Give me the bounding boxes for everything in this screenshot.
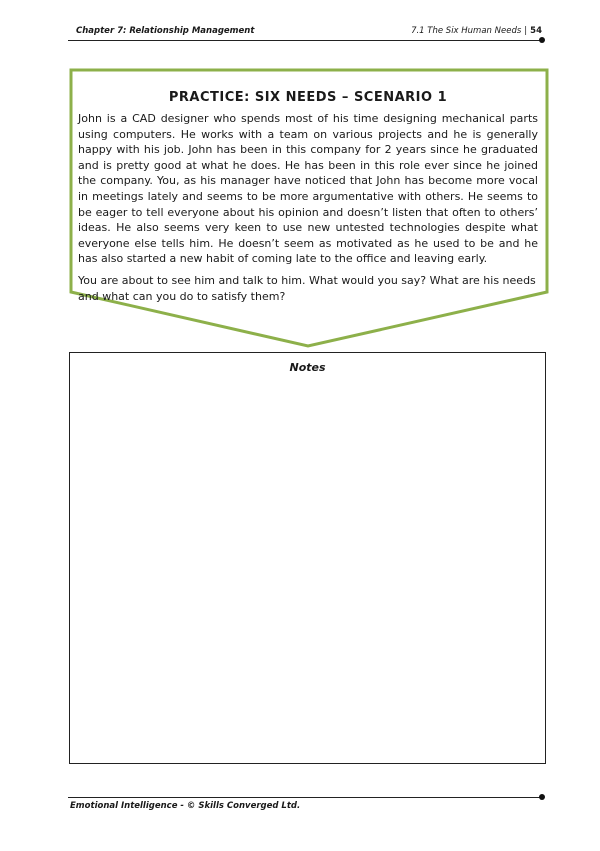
scenario-title: PRACTICE: SIX NEEDS – SCENARIO 1 <box>168 90 448 105</box>
page-number: 54 <box>530 26 542 36</box>
section-title: 7.1 The Six Human Needs <box>411 26 522 36</box>
scenario-question: You are about to see him and talk to him. What would you say? What are his needs and what can you do to satisfy them? <box>78 273 536 303</box>
footer-rule-end-dot <box>539 794 545 800</box>
running-header-chapter: Chapter 7: Relationship Management <box>76 26 255 36</box>
notes-box <box>69 352 546 764</box>
footer-copyright: Emotional Intelligence - © Skills Converged Ltd. <box>70 801 301 811</box>
footer-rule <box>68 797 542 798</box>
scenario-panel <box>78 90 538 304</box>
notes-title: Notes <box>289 361 326 374</box>
scenario-description: John is a CAD designer who spends most of his time designing mechanical parts using computers. He works with a team on various projects and he is generally happy with his job. John has been in this company for 2 years since he graduated and is pretty good at what he does. He has been in this role ever since he joined the company. You, as his manager have noticed that John has become more vocal in meetings lately and seems to be more argumentative with others. He seems to be eager to tell everyone about his opinion and doesn’t listen that often to others’ ideas. He also seems very keen to use new untested technologies despite what everyone else tells him. He doesn’t seem as motivated as he used to be and he has also started a new habit of coming late to the office and leaving early. <box>78 112 538 266</box>
header-separator: | <box>524 26 528 36</box>
